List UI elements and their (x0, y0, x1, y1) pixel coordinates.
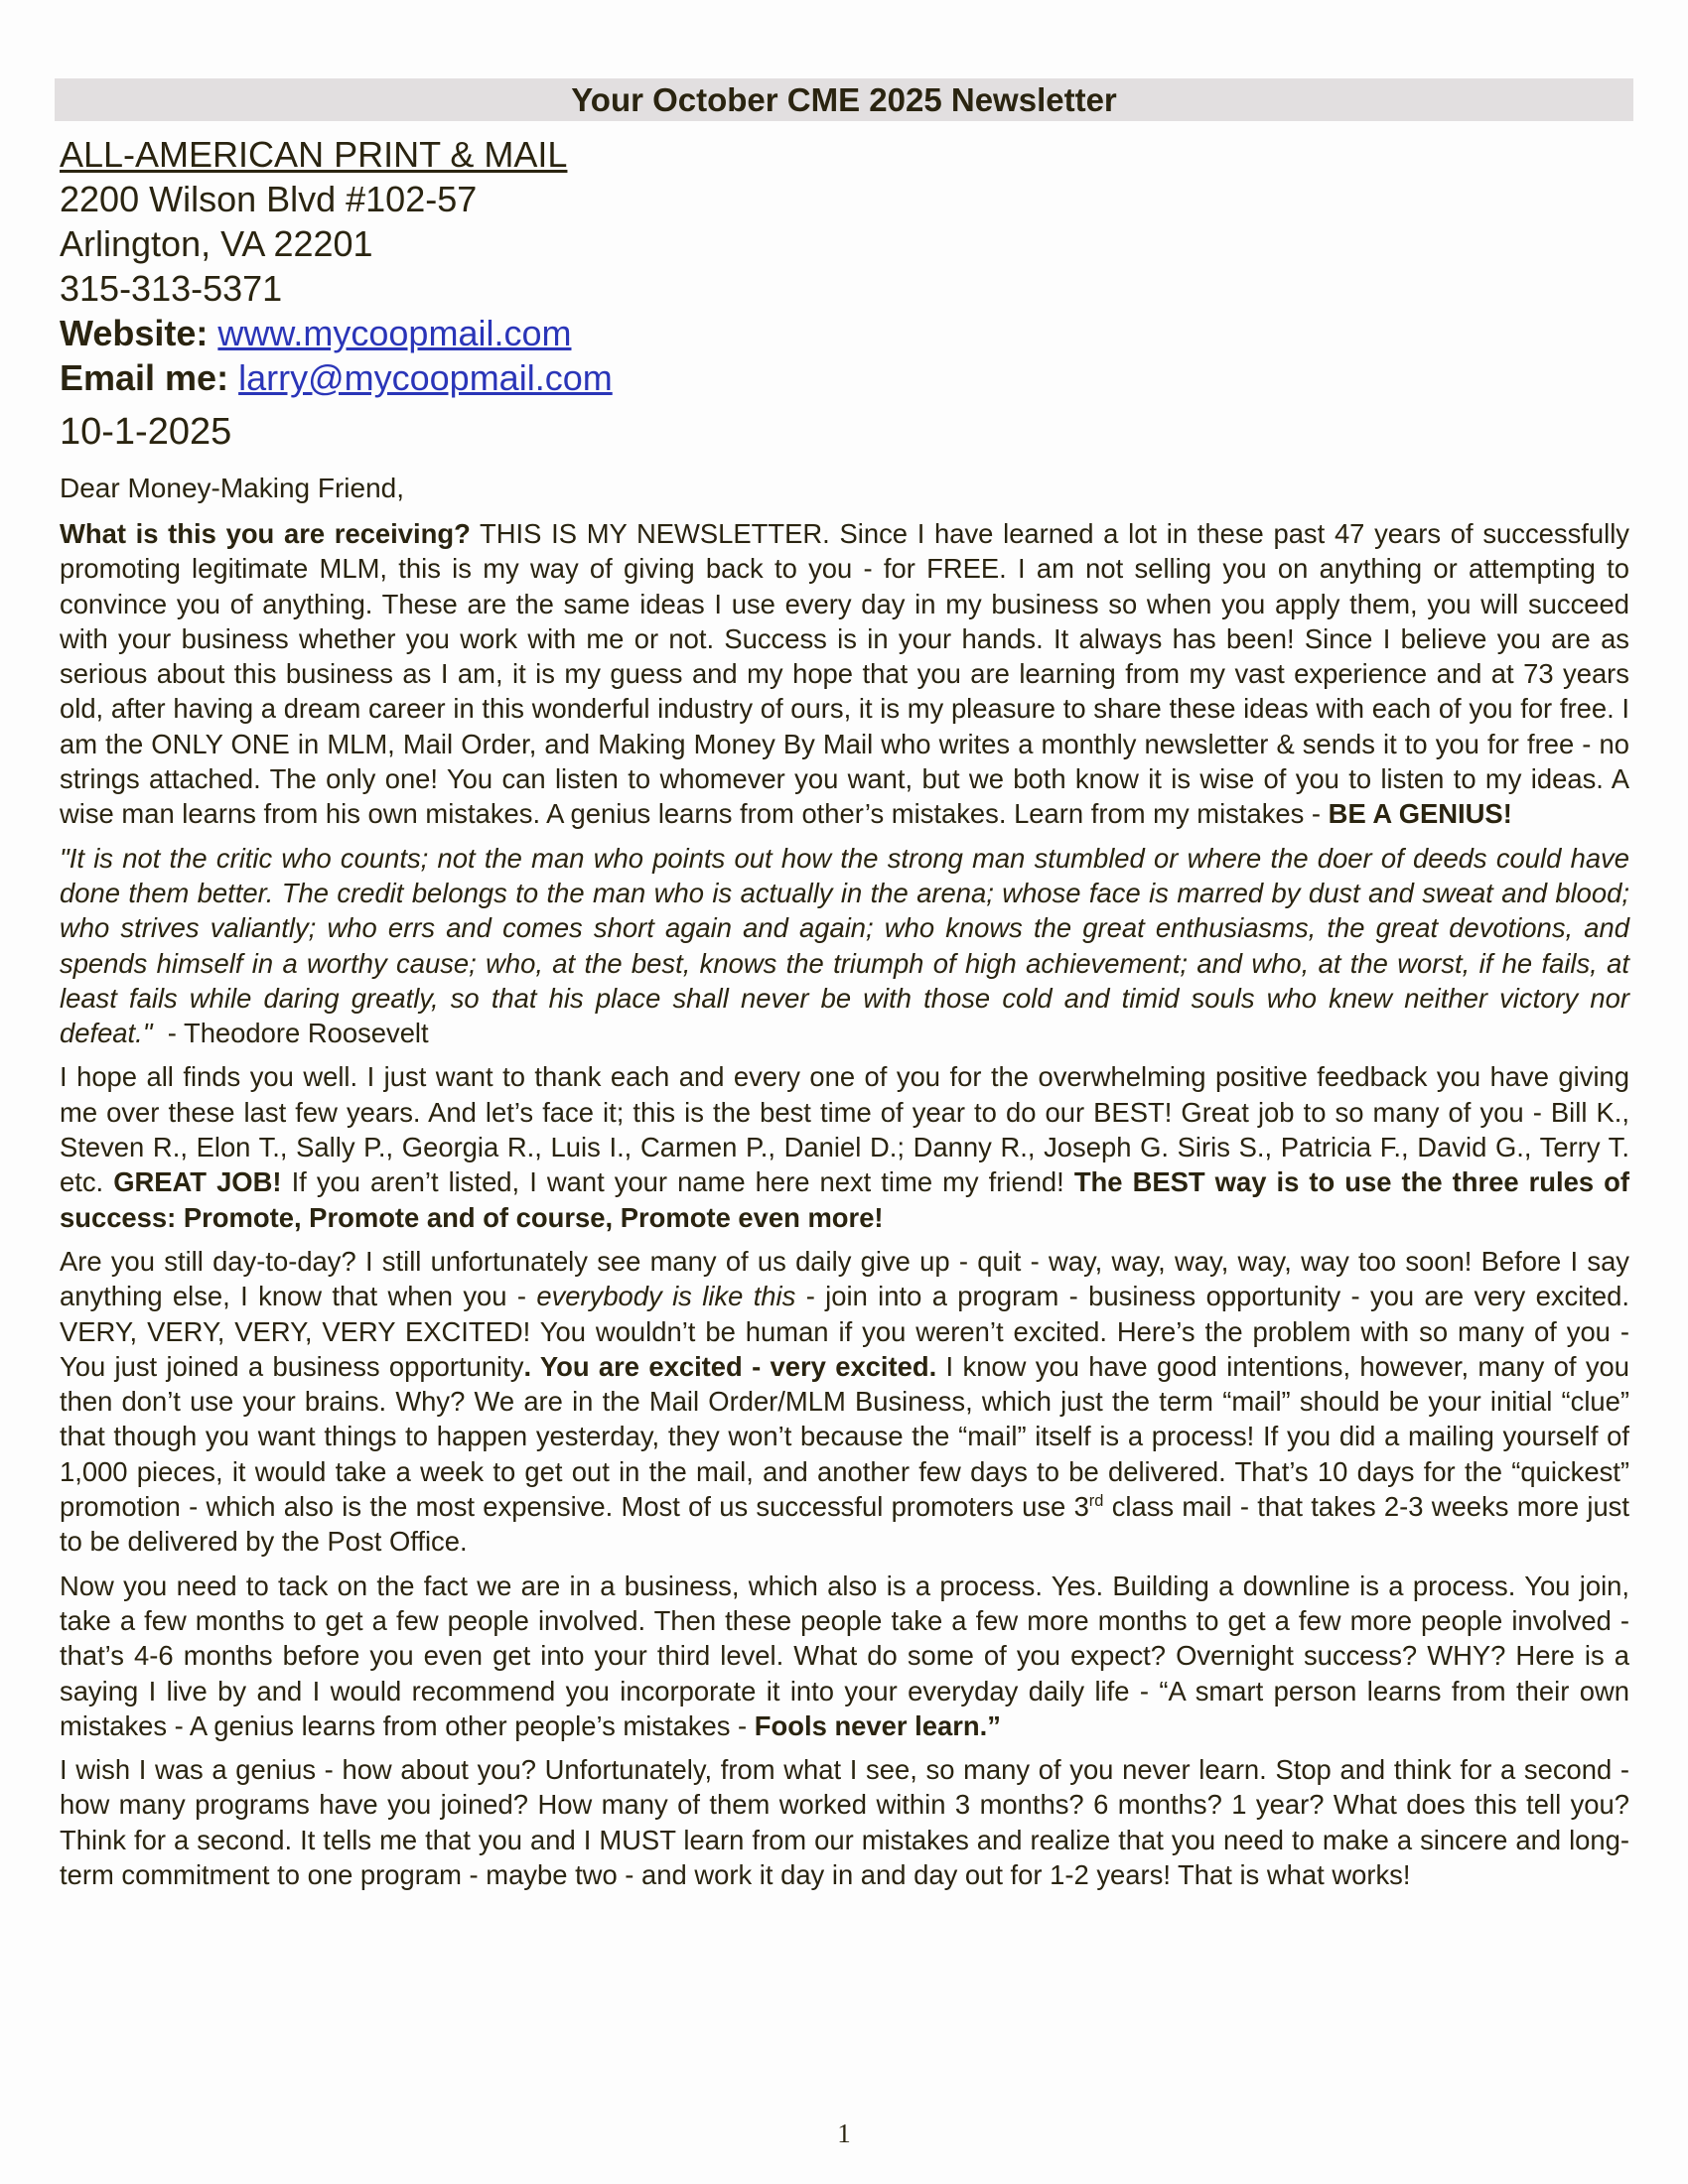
newsletter-date: 10-1-2025 (60, 411, 232, 453)
website-label: Website: (60, 313, 209, 353)
p3-part2: - join into a program - business opportunity - you are very excited. VERY, VERY, VERY, VERY EXCITED! You wouldn’t be human if you weren’t excited. Here’s the problem with so many of you - You just joined a business opportunity (60, 1281, 1629, 1382)
three-rules-text: The BEST way is to use the three rules of success: Promote, Promote and of course, Promote even more! (60, 1166, 1630, 1233)
thanks-body-after: If you aren’t listed, I want your name here next time my friend! (281, 1166, 1074, 1198)
p3-superscript: rd (1088, 1491, 1104, 1510)
contact-block (60, 132, 613, 400)
newsletter-title: Your October CME 2025 Newsletter (571, 80, 1117, 118)
paragraph-process (60, 1569, 1629, 1743)
website-link[interactable]: www.mycoopmail.com (217, 313, 572, 353)
great-job-text: GREAT JOB! (113, 1166, 282, 1198)
intro-tail: BE A GENIUS! (1328, 798, 1512, 830)
newsletter-title-bar (55, 78, 1633, 121)
paragraph-thanks (60, 1059, 1629, 1234)
thanks-body: I hope all finds you well. I just want to thank each and every one of you for the overwhelming positive feedback you have giving me over these last few years. And let’s face it; this is the best time of year to do our BEST! Great job to so many of you - Bill K., Steven R., Elon T., Sally P., Georgia R., Luis I., Carmen P., Daniel D.; Danny R., Joseph G. Siris S., Patricia F., David G., Terry T. etc. (60, 1061, 1629, 1198)
email-row (60, 355, 613, 400)
newsletter-body (60, 516, 1629, 1901)
website-row (60, 311, 613, 355)
paragraph-intro (60, 516, 1629, 832)
address-line-1: 2200 Wilson Blvd #102-57 (60, 179, 478, 219)
intro-lead: What is this you are receiving? (60, 518, 471, 549)
paragraph-day-to-day (60, 1244, 1629, 1560)
page-number: 1 (837, 2118, 851, 2148)
roosevelt-quote (60, 841, 1629, 1051)
email-label: Email me: (60, 357, 229, 398)
email-link[interactable]: larry@mycoopmail.com (238, 357, 613, 398)
company-name: ALL-AMERICAN PRINT & MAIL (60, 134, 568, 175)
p4-body: Now you need to tack on the fact we are in a business, which also is a process. Yes. Building a downline is a process. You join, take a few months to get a few people involved. Then these people take a few more months to get a few more people involved - that’s 4-6 months before you even get into your third level. What do some of you expect? Overnight success? WHY? Here is a saying I live by and I would recommend you incorporate it into your everyday daily life - “A smart person learns from their own mistakes - A genius learns from other people’s mistakes - (60, 1570, 1629, 1741)
greeting: Dear Money-Making Friend, (60, 473, 405, 503)
p3-part1: Are you still day-to-day? I still unfortunately see many of us daily give up - quit - way, way, way, way, way too soon! Before I say anything else, I know that when you - (60, 1245, 1629, 1312)
p3-part4: class mail - that takes 2-3 weeks more just to be delivered by the Post Office. (60, 1491, 1629, 1558)
quote-text: "It is not the critic who counts; not the man who points out how the strong man stumbled or where the doer of deeds could have done them better. The credit belongs to the man who is actually in the arena; whose face is marred by dust and sweat and blood; who strives valiantly; who errs and comes short again and again; who knows the great enthusiasms, the great devotions, and spends himself in a worthy cause; who, at the best, knows the triumph of high achievement; and who, at the worst, if he fails, at least fails while daring greatly, so that his place shall never be with those cold and timid souls who knew neither victory nor defeat." (60, 842, 1629, 1049)
p3-italic: everybody is like this (536, 1281, 796, 1312)
phone-number: 315-313-5371 (60, 268, 283, 309)
intro-body: THIS IS MY NEWSLETTER. Since I have learned a lot in these past 47 years of successfully promoting legitimate MLM, this is my way of giving back to you - for FREE. I am not selling you on anything or attempting to convince you of anything. These are the same ideas I use every day in my business so when you apply them, you will succeed with your business whether you work with me or not. Success is in your hands. It always has been! Since I believe you are as serious about this business as I am, it is my guess and my hope that you are learning from my vast experience and at 73 years old, after having a dream career in this wonderful industry of ours, it is my pleasure to share these ideas with each of you for free. I am the ONLY ONE in MLM, Mail Order, and Making Money By Mail who writes a monthly newsletter & sends it to you for free - no strings attached. The only one! You can listen to whomever you want, but we both know it is wise of you to listen to my ideas. A wise man learns from his own mistakes. A genius learns from other’s mistakes. Learn from my mistakes - (60, 518, 1629, 830)
p3-bold: . You are excited - very excited. (523, 1350, 937, 1382)
address-line-2: Arlington, VA 22201 (60, 223, 373, 264)
quote-attribution: - Theodore Roosevelt (152, 1018, 429, 1049)
p4-bold-tail: Fools never learn.” (754, 1709, 1001, 1741)
p5-body: I wish I was a genius - how about you? Unfortunately, from what I see, so many of you never learn. Stop and think for a second - how many programs have you joined? How many of them worked within 3 months? 6 months? 1 year? What does this tell you? Think for a second. It tells me that you and I MUST learn from our mistakes and realize that you need to make a sincere and long-term commitment to one program - maybe two - and work it day in and day out for 1-2 years! That is what works! (60, 1754, 1629, 1890)
paragraph-genius (60, 1752, 1629, 1892)
p3-part3: I know you have good intentions, however, many of you then don’t use your brains. Why? We are in the Mail Order/MLM Business, which just the term “mail” should be your initial “clue” that though you want things to happen yesterday, they won’t because the “mail” itself is a process! If you did a mailing yourself of 1,000 pieces, it would take a week to get out in the mail, and another few days to be delivered. That’s 10 days for the “quickest” promotion - which also is the most expensive. Most of us successful promoters use 3 (60, 1350, 1630, 1523)
